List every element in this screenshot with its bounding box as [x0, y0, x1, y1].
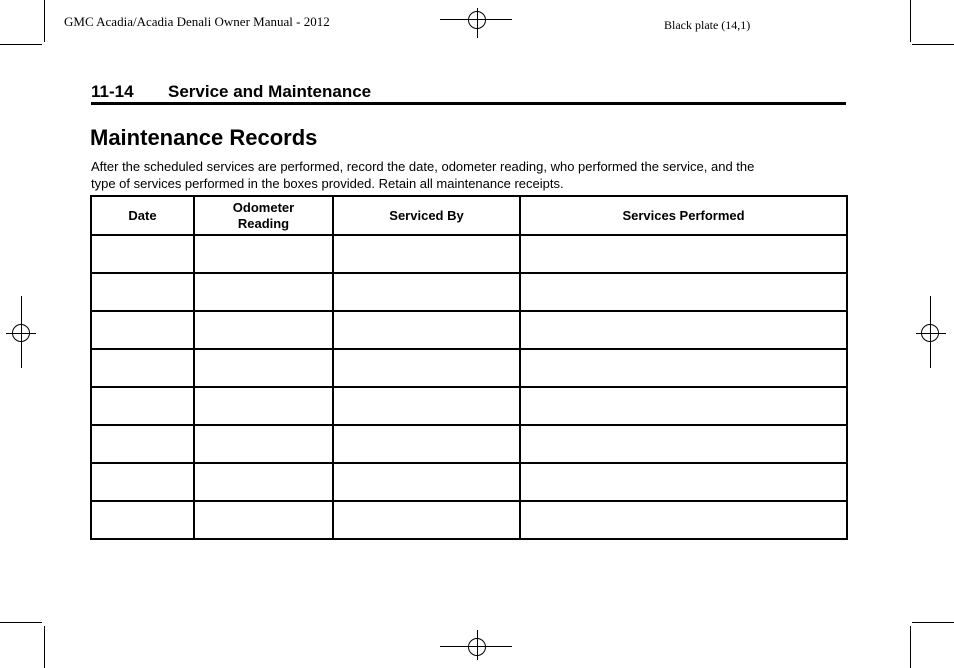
crop-mark — [0, 44, 42, 45]
table-row — [91, 501, 847, 539]
column-header-date: Date — [91, 196, 194, 235]
serviced-by-cell[interactable] — [333, 311, 520, 349]
date-cell[interactable] — [91, 387, 194, 425]
table-row — [91, 425, 847, 463]
crop-mark — [912, 622, 954, 623]
serviced-by-cell[interactable] — [333, 463, 520, 501]
table-row — [91, 235, 847, 273]
table-row — [91, 311, 847, 349]
odometer-cell[interactable] — [194, 235, 333, 273]
print-header-plate: Black plate (14,1) — [664, 18, 751, 32]
crop-mark — [0, 622, 42, 623]
column-header-odometer-line: Reading — [237, 215, 290, 231]
table-row — [91, 273, 847, 311]
maintenance-records-table — [90, 195, 848, 540]
serviced-by-cell[interactable] — [333, 349, 520, 387]
intro-line: type of services performed in the boxes provided. Retain all maintenance receipts. — [91, 176, 564, 191]
date-cell[interactable] — [91, 311, 194, 349]
serviced-by-cell[interactable] — [333, 387, 520, 425]
date-cell[interactable] — [91, 273, 194, 311]
section-rule — [91, 102, 846, 105]
date-cell[interactable] — [91, 235, 194, 273]
date-cell[interactable] — [91, 425, 194, 463]
section-title: Service and Maintenance — [168, 82, 372, 101]
odometer-cell[interactable] — [194, 501, 333, 539]
crop-mark — [912, 44, 954, 45]
column-header-serviced-by: Serviced By — [333, 196, 520, 235]
serviced-by-cell[interactable] — [333, 235, 520, 273]
odometer-cell[interactable] — [194, 311, 333, 349]
date-cell[interactable] — [91, 501, 194, 539]
crop-mark — [44, 626, 45, 668]
odometer-cell[interactable] — [194, 387, 333, 425]
services-performed-cell[interactable] — [520, 349, 847, 387]
intro-line: After the scheduled services are performed, record the date, odometer reading, who performed the service, and the — [91, 159, 755, 174]
date-cell[interactable] — [91, 463, 194, 501]
services-performed-cell[interactable] — [520, 387, 847, 425]
services-performed-cell[interactable] — [520, 273, 847, 311]
date-cell[interactable] — [91, 349, 194, 387]
crop-mark — [910, 626, 911, 668]
crop-mark — [44, 0, 45, 42]
column-header-odometer-line: Odometer — [232, 199, 295, 215]
serviced-by-cell[interactable] — [333, 425, 520, 463]
section-heading — [91, 82, 846, 102]
print-header-title: GMC Acadia/Acadia Denali Owner Manual - 2012 — [64, 14, 330, 29]
column-header-services-performed: Services Performed — [520, 196, 847, 235]
table-row — [91, 463, 847, 501]
odometer-cell[interactable] — [194, 273, 333, 311]
table-header-row — [91, 196, 847, 235]
odometer-cell[interactable] — [194, 425, 333, 463]
services-performed-cell[interactable] — [520, 463, 847, 501]
odometer-cell[interactable] — [194, 349, 333, 387]
odometer-cell[interactable] — [194, 463, 333, 501]
services-performed-cell[interactable] — [520, 311, 847, 349]
serviced-by-cell[interactable] — [333, 501, 520, 539]
services-performed-cell[interactable] — [520, 425, 847, 463]
page-title: Maintenance Records — [90, 125, 318, 150]
serviced-by-cell[interactable] — [333, 273, 520, 311]
table-row — [91, 387, 847, 425]
column-header-odometer-reading — [194, 196, 333, 235]
crop-mark — [910, 0, 911, 42]
section-number: 11-14 — [91, 82, 134, 101]
table-body — [91, 235, 847, 539]
intro-paragraph — [91, 158, 851, 192]
services-performed-cell[interactable] — [520, 235, 847, 273]
table-row — [91, 349, 847, 387]
services-performed-cell[interactable] — [520, 501, 847, 539]
